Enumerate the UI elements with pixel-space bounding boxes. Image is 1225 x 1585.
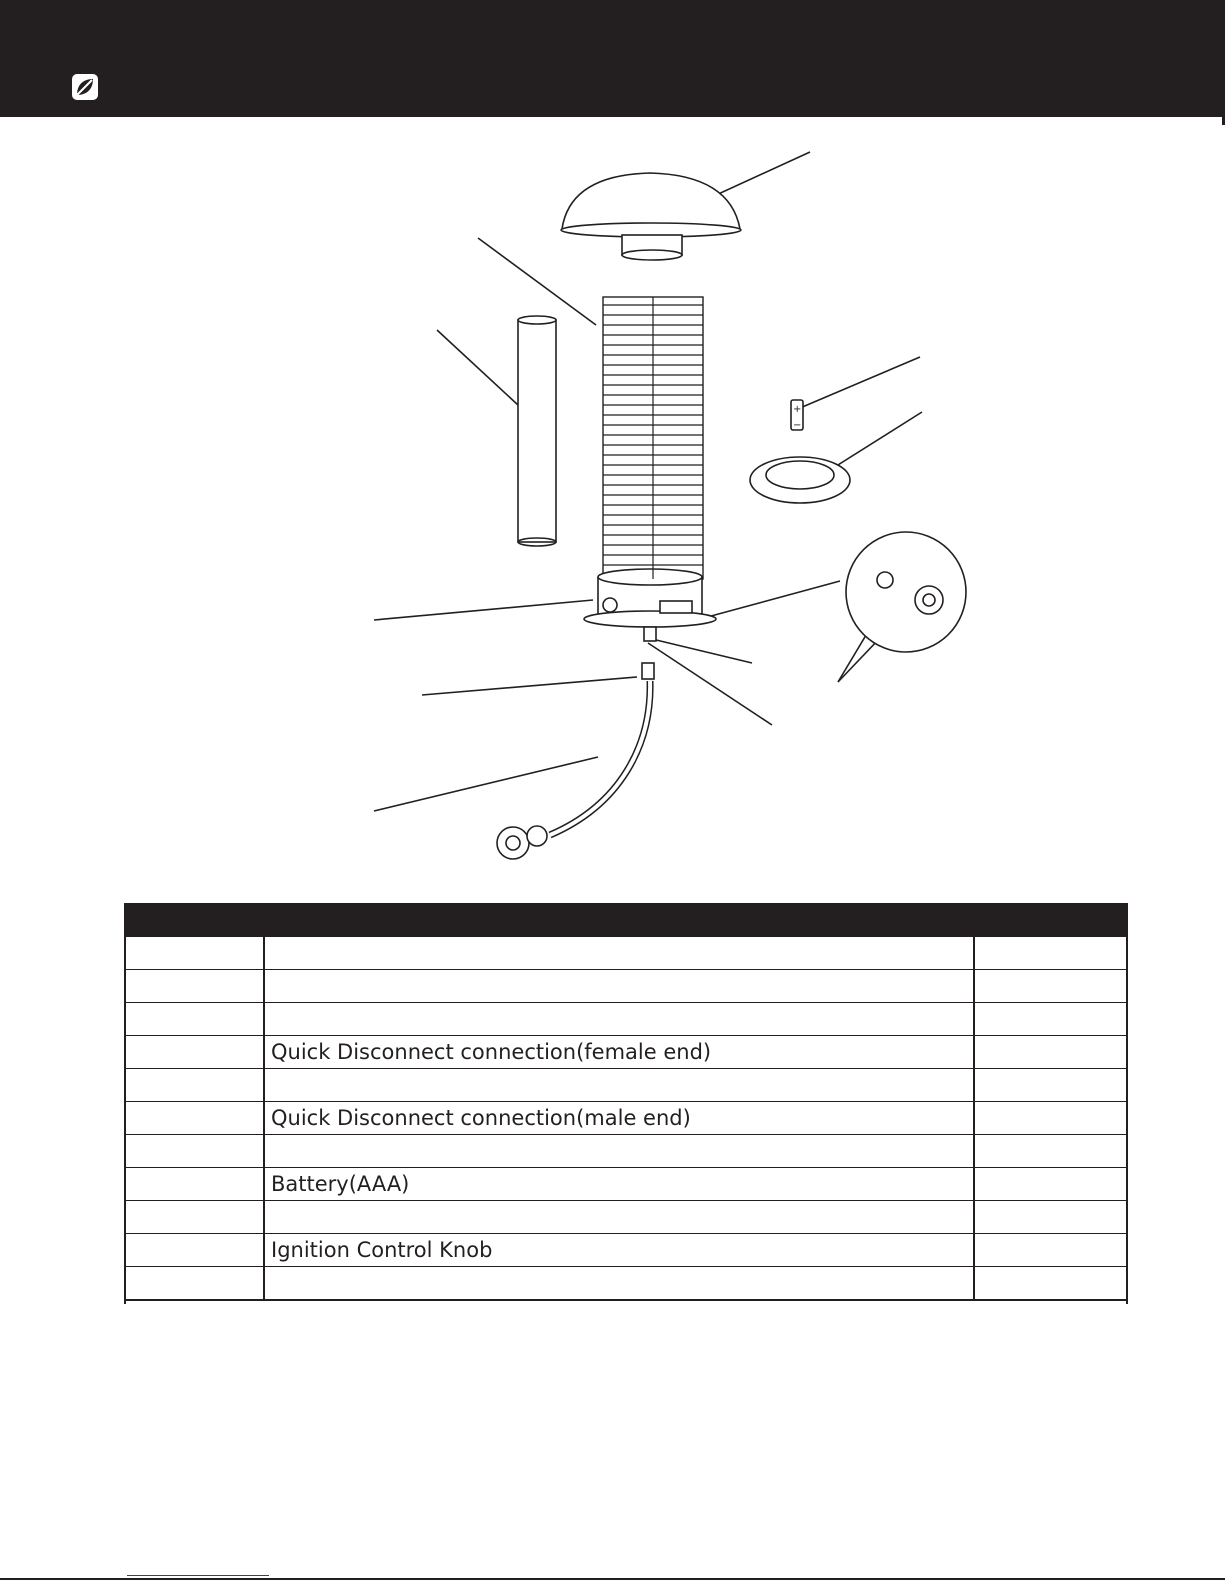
part-quantity xyxy=(974,1168,1127,1201)
leader-battery xyxy=(800,357,920,408)
glass-tube xyxy=(518,320,556,542)
header-cell-3 xyxy=(974,903,1127,937)
svg-text:+: + xyxy=(793,404,802,415)
reflector-dome xyxy=(562,173,740,229)
table-left-border xyxy=(124,903,126,1304)
part-description xyxy=(264,1003,974,1036)
part-quantity xyxy=(974,1135,1127,1168)
parts-table xyxy=(125,903,1127,1301)
table-row xyxy=(125,1102,1127,1135)
table-row xyxy=(125,1168,1127,1201)
table-row xyxy=(125,1201,1127,1234)
header-edge-mark xyxy=(1217,117,1225,125)
part-number xyxy=(125,1267,264,1301)
table-row xyxy=(125,1135,1127,1168)
regulator xyxy=(497,827,529,859)
part-description xyxy=(264,1135,974,1168)
svg-text:−: − xyxy=(793,420,802,431)
leader-orifice xyxy=(652,639,752,663)
leaf-logo-icon xyxy=(72,74,98,100)
table-right-border xyxy=(1126,903,1128,1304)
part-description: Quick Disconnect connection(male end) xyxy=(264,1102,974,1135)
part-description: Battery(AAA) xyxy=(264,1168,974,1201)
part-number xyxy=(125,1102,264,1135)
part-quantity xyxy=(974,937,1127,970)
quick-disconnect-detail xyxy=(846,532,966,652)
part-number xyxy=(125,1003,264,1036)
leader-valve xyxy=(648,643,772,725)
part-number xyxy=(125,1036,264,1069)
leader-tube xyxy=(437,330,518,405)
part-quantity xyxy=(974,1069,1127,1102)
leader-knob xyxy=(374,600,593,620)
table-row xyxy=(125,1234,1127,1267)
part-quantity xyxy=(974,1102,1127,1135)
table-row xyxy=(125,937,1127,970)
part-number xyxy=(125,1069,264,1102)
part-quantity xyxy=(974,1201,1127,1234)
part-description xyxy=(264,937,974,970)
part-quantity xyxy=(974,1267,1127,1301)
part-description xyxy=(264,1201,974,1234)
part-quantity xyxy=(974,1036,1127,1069)
part-quantity xyxy=(974,970,1127,1003)
part-number xyxy=(125,937,264,970)
part-description xyxy=(264,1267,974,1301)
parts-table-header xyxy=(125,903,1127,937)
leader-coil xyxy=(478,238,596,325)
leader-hose xyxy=(374,757,598,811)
part-description: Ignition Control Knob xyxy=(264,1234,974,1267)
part-description xyxy=(264,970,974,1003)
table-row xyxy=(125,970,1127,1003)
part-description xyxy=(264,1069,974,1102)
part-number xyxy=(125,1201,264,1234)
header-cell-1 xyxy=(125,903,264,937)
table-row xyxy=(125,1267,1127,1301)
part-quantity xyxy=(974,1003,1127,1036)
part-quantity xyxy=(974,1234,1127,1267)
ignition-knob-drawing xyxy=(603,598,617,612)
part-number xyxy=(125,1135,264,1168)
exploded-parts-diagram xyxy=(0,125,1225,885)
leader-detail xyxy=(700,581,840,619)
table-row xyxy=(125,1069,1127,1102)
table-row xyxy=(125,1036,1127,1069)
part-number xyxy=(125,1168,264,1201)
table-row xyxy=(125,1003,1127,1036)
page-header xyxy=(0,0,1225,117)
header-cell-2 xyxy=(264,903,974,937)
part-description: Quick Disconnect connection(female end) xyxy=(264,1036,974,1069)
part-number xyxy=(125,970,264,1003)
footer-rule xyxy=(0,1578,1225,1580)
part-number xyxy=(125,1234,264,1267)
base-ring xyxy=(750,457,850,503)
leader-qd-connector xyxy=(422,677,637,695)
footer-link-underline[interactable] xyxy=(127,1575,269,1576)
